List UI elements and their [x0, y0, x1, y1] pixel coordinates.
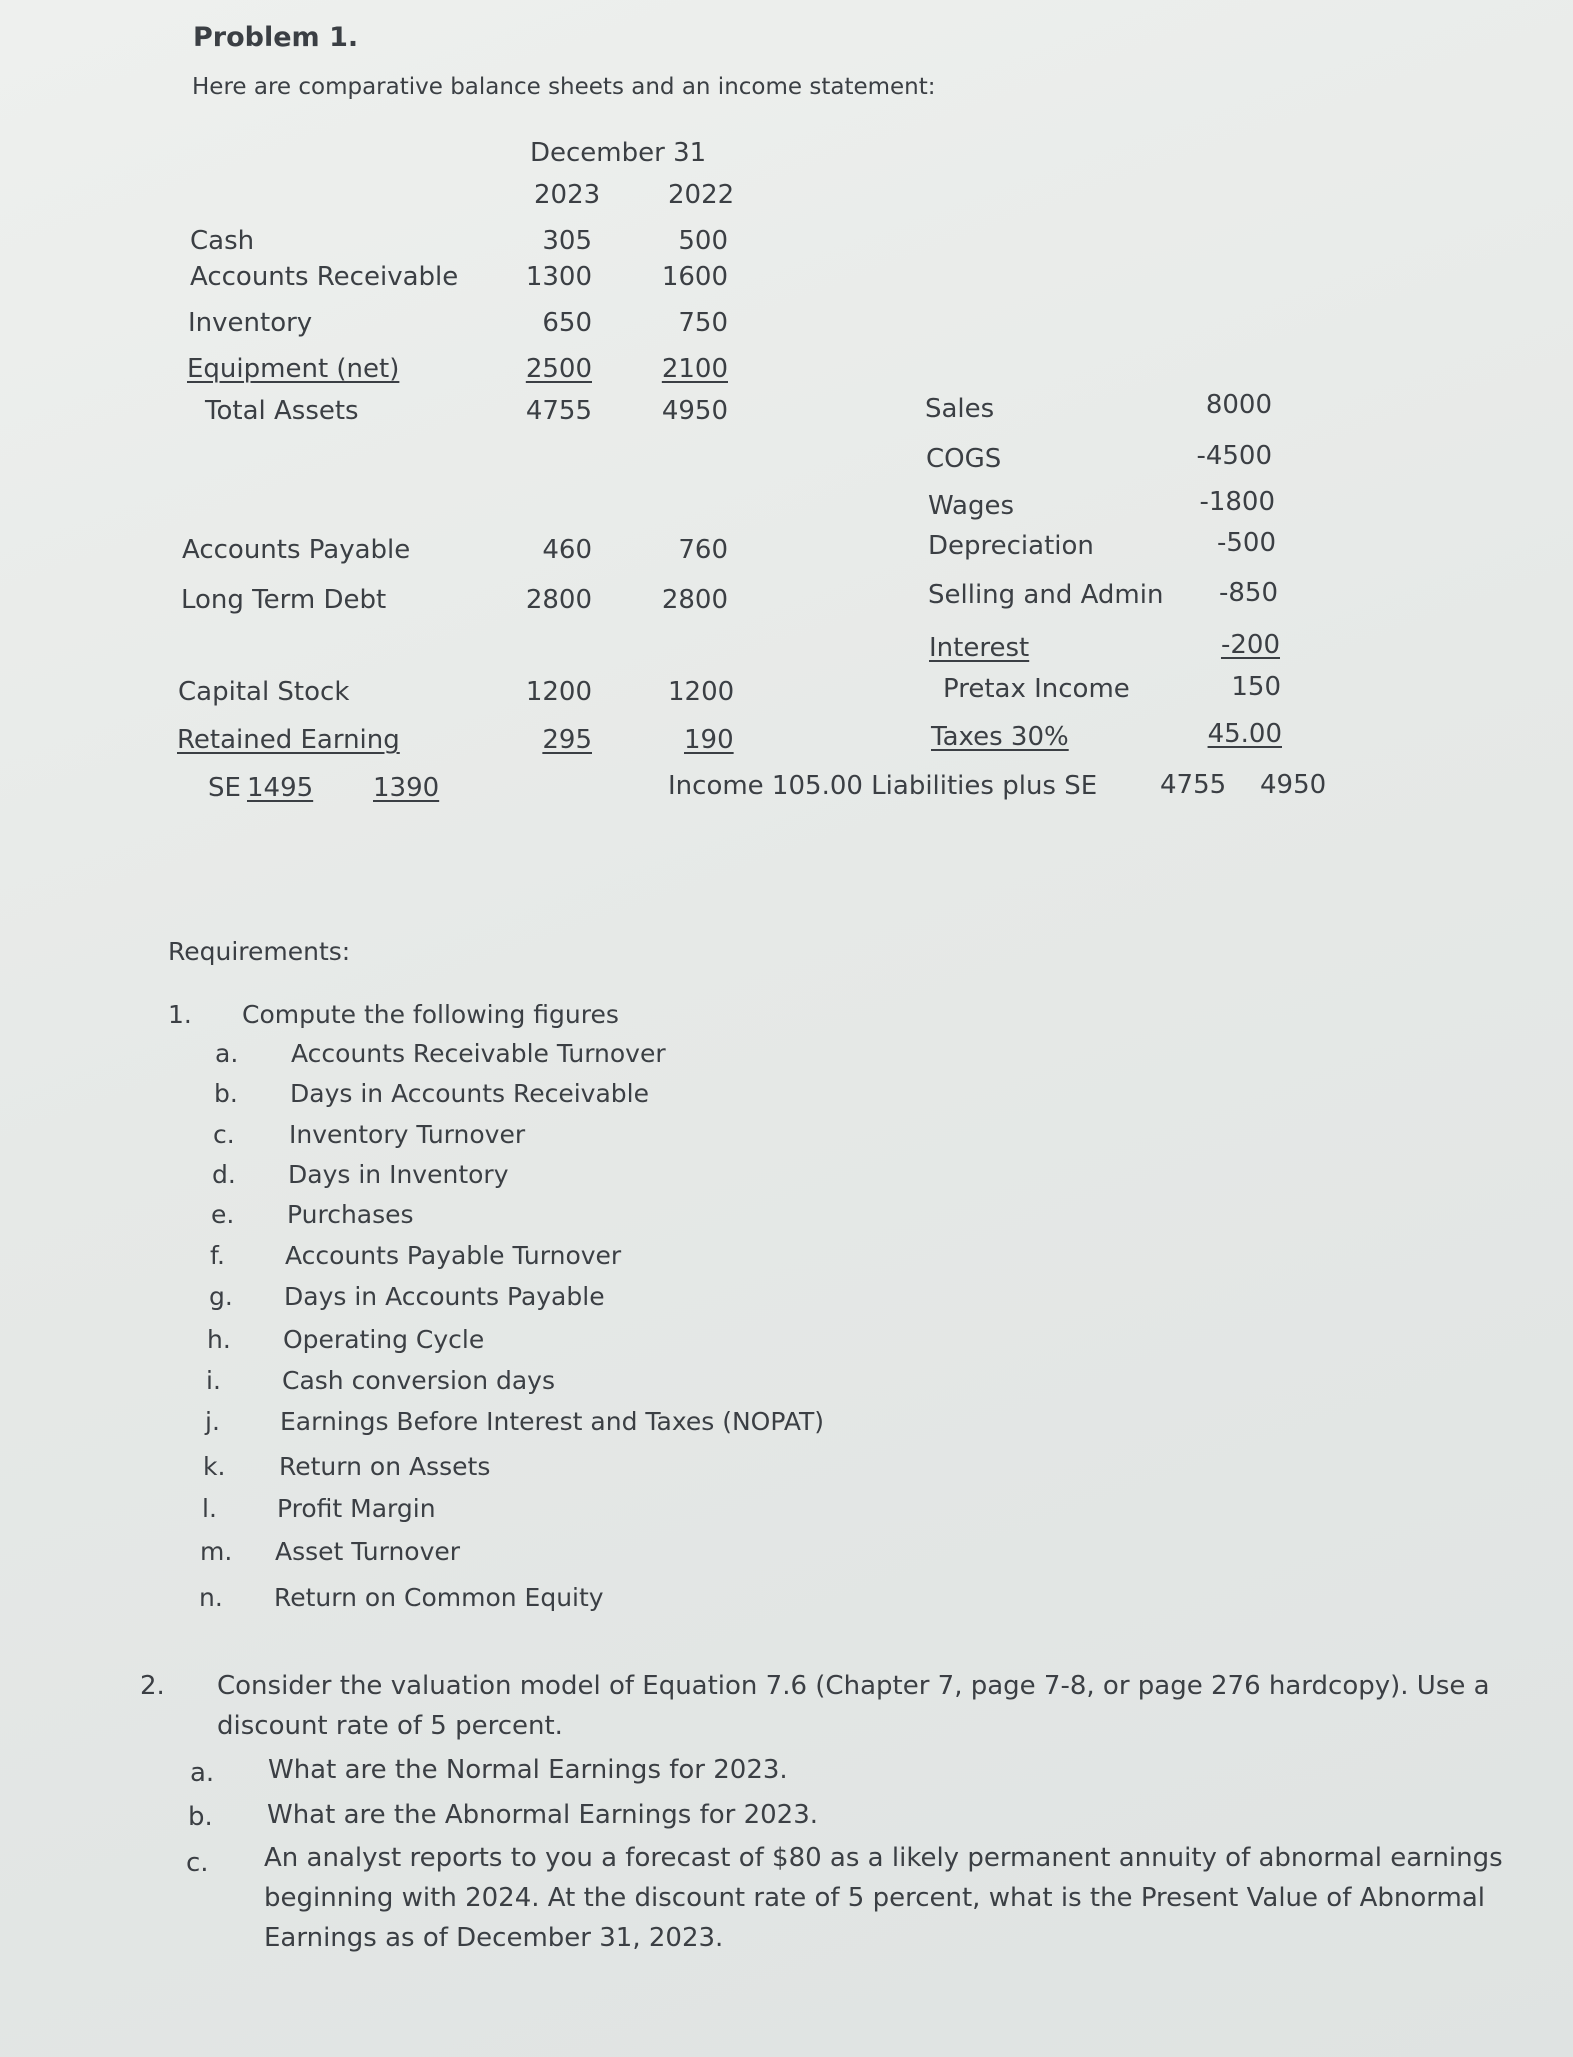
liab-se-2023: 4755 [1160, 770, 1227, 800]
total-assets-2023: 4755 [525, 396, 592, 426]
q1-number: 1. [168, 1000, 192, 1029]
capital-stock-label: Capital Stock [178, 677, 350, 707]
q1-item-text: Days in Accounts Payable [284, 1282, 605, 1311]
q2-item-text: An analyst reports to you a forecast of $80 as a likely permanent annuity of abnormal earnings beginning with 2024. At the discount rate of 5 percent, what is the Present Value of Abnormal Earnings as of December 31, 2023. [264, 1843, 1503, 1953]
q1-item-letter: e. [211, 1200, 235, 1229]
q1-item-text: Asset Turnover [275, 1537, 461, 1566]
taxes-value: 45.00 [1207, 719, 1282, 749]
sales-value: 8000 [1205, 390, 1272, 420]
q2-text: Consider the valuation model of Equation 7.6 (Chapter 7, page 7-8, or page 276 hardcopy). Use a discount rate of 5 percent. [217, 1671, 1490, 1741]
payables-2023: 460 [542, 535, 592, 565]
retained-earnings-label: Retained Earning [177, 725, 400, 755]
q1-item-text: Profit Margin [277, 1494, 436, 1523]
q1-item-letter: m. [200, 1537, 233, 1566]
interest-value: -200 [1220, 630, 1280, 660]
q1-item-text: Cash conversion days [282, 1366, 555, 1395]
q1-item-text: Return on Assets [279, 1452, 491, 1481]
selling-admin-label: Selling and Admin [928, 580, 1164, 610]
payables-2022: 760 [678, 535, 728, 565]
retained-earnings-2023: 295 [542, 725, 592, 755]
income-liabilities-line: Income 105.00 Liabilities plus SE [668, 771, 1098, 801]
retained-earnings-2022: 190 [684, 725, 734, 755]
q1-item-letter: l. [202, 1494, 217, 1523]
long-term-debt-2022: 2800 [661, 585, 728, 615]
equipment-2022: 2100 [661, 354, 728, 384]
problem-title: Problem 1. [193, 22, 359, 53]
q1-item-text: Accounts Payable Turnover [285, 1241, 622, 1270]
year-2022-header: 2022 [668, 180, 735, 210]
q1-item-text: Accounts Receivable Turnover [291, 1039, 666, 1068]
q1-item-letter: a. [215, 1039, 239, 1068]
receivables-2023: 1300 [525, 262, 592, 292]
cogs-label: COGS [926, 444, 1002, 474]
requirements-heading: Requirements: [168, 937, 351, 966]
receivables-label: Accounts Receivable [190, 262, 459, 292]
q1-item-letter: c. [213, 1120, 235, 1149]
receivables-2022: 1600 [661, 262, 728, 292]
q1-item-letter: n. [199, 1583, 223, 1612]
capital-stock-2023: 1200 [525, 677, 592, 707]
q2-item-letter: b. [188, 1802, 213, 1832]
q1-item-letter: b. [214, 1079, 238, 1108]
cash-2022: 500 [678, 226, 728, 256]
wages-label: Wages [928, 491, 1015, 521]
pretax-value: 150 [1231, 672, 1281, 702]
q2-item-letter: a. [190, 1758, 215, 1788]
taxes-label: Taxes 30% [931, 722, 1069, 752]
q1-item-letter: i. [206, 1366, 221, 1395]
q1-item-text: Days in Inventory [288, 1160, 509, 1189]
inventory-label: Inventory [188, 308, 313, 338]
se-label: SE [208, 773, 241, 803]
period-label: December 31 [530, 138, 707, 168]
q1-item-text: Earnings Before Interest and Taxes (NOPAT) [280, 1407, 825, 1436]
long-term-debt-2023: 2800 [525, 585, 592, 615]
cash-2023: 305 [542, 226, 592, 256]
year-2023-header: 2023 [534, 180, 601, 210]
q1-item-letter: f. [210, 1241, 225, 1270]
q1-item-letter: d. [212, 1160, 236, 1189]
problem-intro: Here are comparative balance sheets and an income statement: [192, 74, 936, 100]
liab-se-2022: 4950 [1260, 770, 1327, 800]
q2-item-text: What are the Abnormal Earnings for 2023. [267, 1800, 819, 1830]
se-2022: 1390 [373, 773, 440, 803]
equipment-2023: 2500 [525, 354, 592, 384]
inventory-2023: 650 [542, 308, 592, 338]
se-2023: 1495 [247, 773, 314, 803]
q2-item-letter: c. [186, 1848, 209, 1878]
total-assets-2022: 4950 [661, 396, 728, 426]
q1-item-letter: j. [205, 1407, 220, 1436]
payables-label: Accounts Payable [182, 535, 411, 565]
q1-item-text: Inventory Turnover [289, 1120, 526, 1149]
q1-item-text: Operating Cycle [283, 1325, 485, 1354]
q1-item-letter: g. [209, 1282, 233, 1311]
interest-label: Interest [929, 633, 1030, 663]
q2-number: 2. [140, 1671, 165, 1701]
q1-text: Compute the following figures [242, 1000, 619, 1029]
wages-value: -1800 [1199, 487, 1275, 517]
selling-admin-value: -850 [1218, 578, 1278, 608]
q1-item-text: Return on Common Equity [274, 1583, 604, 1612]
pretax-label: Pretax Income [943, 674, 1130, 704]
depreciation-label: Depreciation [928, 531, 1094, 561]
cash-label: Cash [190, 226, 255, 256]
cogs-value: -4500 [1196, 441, 1272, 471]
q1-item-letter: k. [203, 1452, 226, 1481]
sales-label: Sales [925, 394, 995, 424]
q1-item-text: Purchases [287, 1200, 414, 1229]
capital-stock-2022: 1200 [668, 677, 735, 707]
equipment-label: Equipment (net) [187, 354, 400, 384]
q1-item-letter: h. [207, 1325, 231, 1354]
total-assets-label: Total Assets [205, 396, 359, 426]
depreciation-value: -500 [1216, 528, 1276, 558]
q2-item-text: What are the Normal Earnings for 2023. [268, 1755, 788, 1785]
q1-item-text: Days in Accounts Receivable [290, 1079, 649, 1108]
long-term-debt-label: Long Term Debt [181, 585, 387, 615]
inventory-2022: 750 [678, 308, 728, 338]
